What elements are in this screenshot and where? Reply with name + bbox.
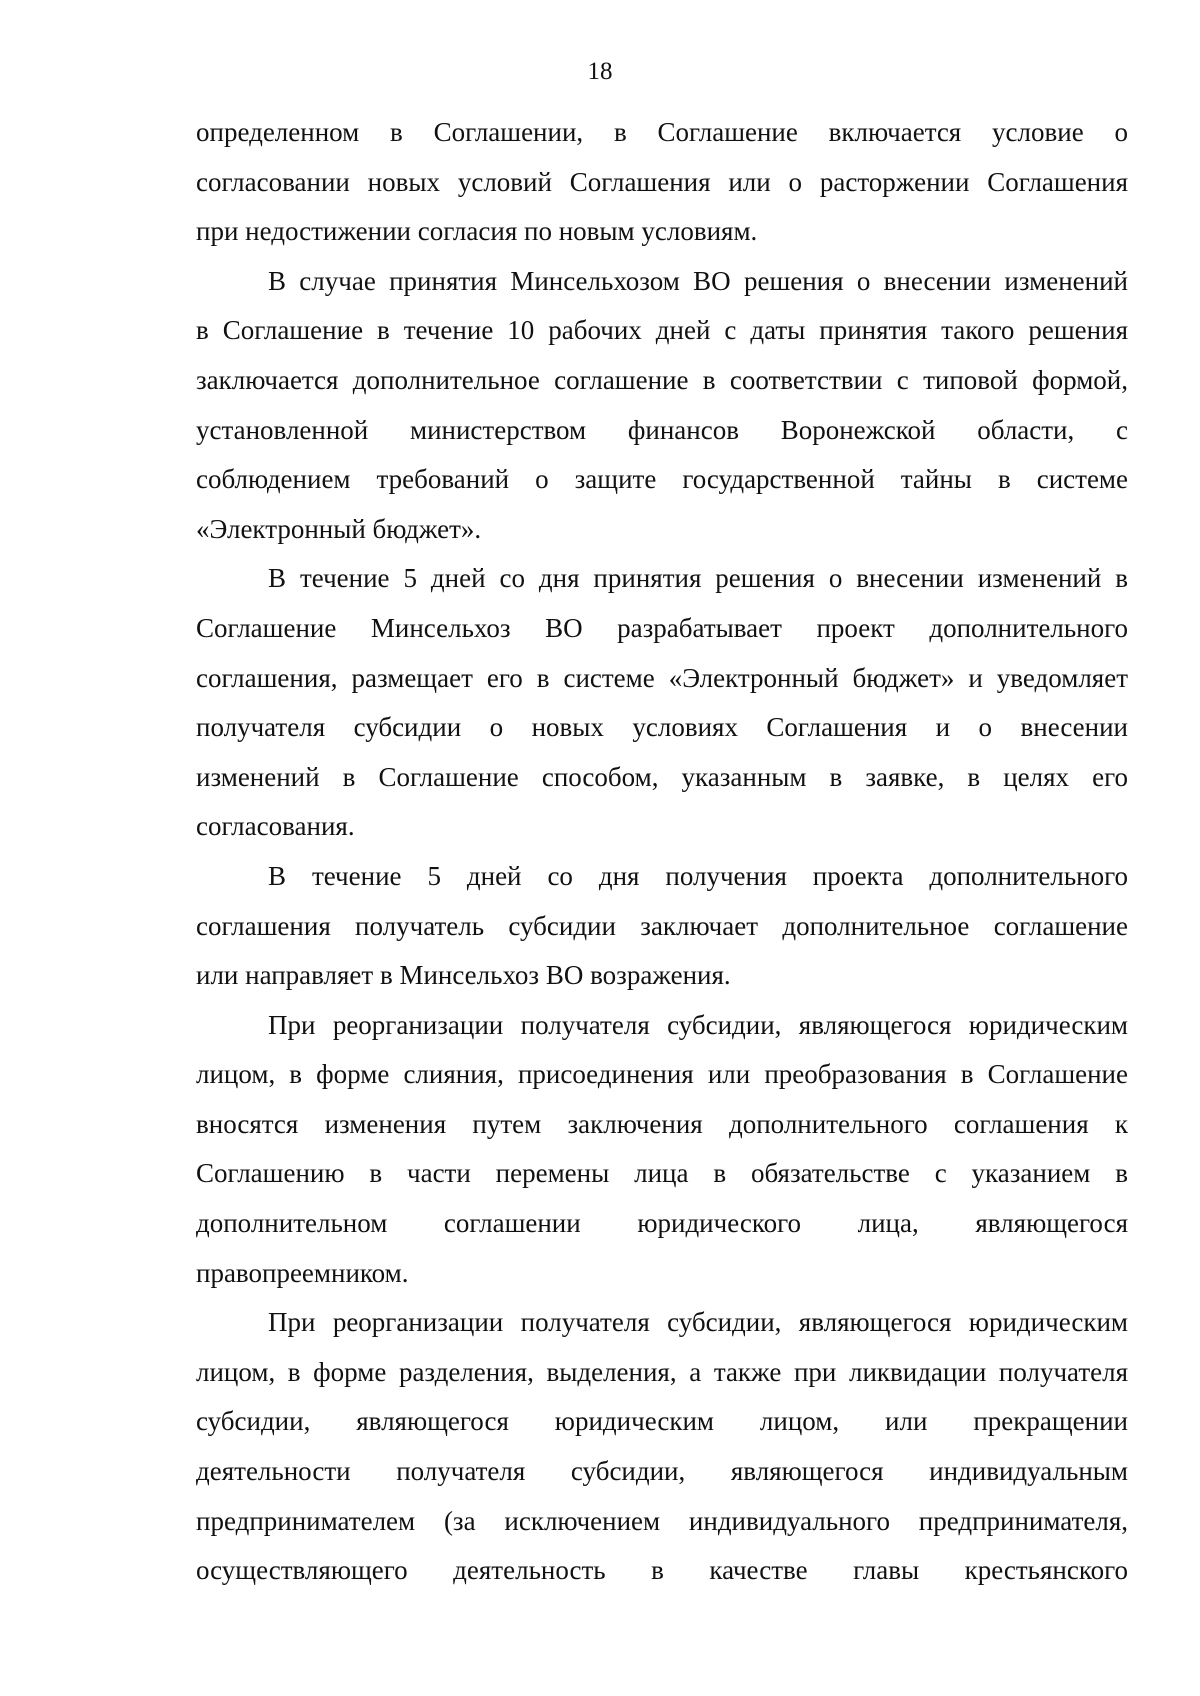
text-line: деятельности получателя субсидии, являющегося индивидуальным (196, 1456, 1128, 1487)
text-line: лицом, в форме слияния, присоединения или преобразования в Соглашение (196, 1059, 1128, 1090)
text-line: получателя субсидии о новых условиях Соглашения и о внесении (196, 712, 1128, 743)
text-line: лицом, в форме разделения, выделения, а также при ликвидации получателя (196, 1356, 1128, 1387)
text-line: или направляет в Минсельхоз ВО возражения. (196, 960, 731, 991)
text-line: вносятся изменения путем заключения дополнительного соглашения к (196, 1108, 1128, 1139)
paragraph-6 (196, 1298, 1128, 1596)
text-line: согласования. (196, 811, 355, 842)
text-line: В случае принятия Минсельхозом ВО решения о внесении изменений (268, 265, 1128, 296)
text-line: В течение 5 дней со дня принятия решения о внесении изменений в (268, 563, 1128, 594)
text-line: в Соглашение в течение 10 рабочих дней с даты принятия такого решения (196, 315, 1128, 346)
text-line: предпринимателем (за исключением индивидуального предпринимателя, (196, 1505, 1128, 1536)
document-body (196, 108, 1128, 1596)
paragraph-2 (196, 257, 1128, 555)
text-line: определенном в Соглашении, в Соглашение включается условие о (196, 117, 1128, 147)
paragraph-5 (196, 1001, 1128, 1299)
text-line: «Электронный бюджет». (196, 513, 482, 544)
text-line: изменений в Соглашение способом, указанным в заявке, в целях его (196, 761, 1128, 792)
text-line: Соглашение Минсельхоз ВО разрабатывает проект дополнительного (196, 612, 1128, 643)
text-line: соблюдением требований о защите государственной тайны в системе (196, 464, 1128, 495)
text-line: при недостижении согласия по новым условиям. (196, 216, 758, 247)
text-line: При реорганизации получателя субсидии, являющегося юридическим (268, 1307, 1128, 1338)
text-line: дополнительном соглашении юридического лица, являющегося (196, 1208, 1128, 1239)
text-line: субсидии, являющегося юридическим лицом, или прекращении (196, 1406, 1128, 1437)
text-line: согласовании новых условий Соглашения или о расторжении Соглашения (196, 166, 1128, 197)
paragraph-3 (196, 554, 1128, 852)
text-line: В течение 5 дней со дня получения проекта дополнительного (268, 860, 1128, 891)
page-number: 18 (587, 58, 613, 85)
paragraph-4 (196, 852, 1128, 1001)
paragraph-1 (196, 108, 1128, 257)
text-line: заключается дополнительное соглашение в соответствии с типовой формой, (196, 364, 1128, 395)
text-line: При реорганизации получателя субсидии, являющегося юридическим (268, 1009, 1128, 1040)
text-line: правопреемником. (196, 1257, 409, 1288)
text-line: соглашения получатель субсидии заключает дополнительное соглашение (196, 910, 1128, 941)
text-line: осуществляющего деятельность в качестве главы крестьянского (196, 1555, 1128, 1586)
text-line: установленной министерством финансов Воронежской области, с (196, 414, 1128, 445)
text-line: Соглашению в части перемены лица в обязательстве с указанием в (196, 1158, 1128, 1189)
text-line: соглашения, размещает его в системе «Электронный бюджет» и уведомляет (196, 662, 1128, 693)
